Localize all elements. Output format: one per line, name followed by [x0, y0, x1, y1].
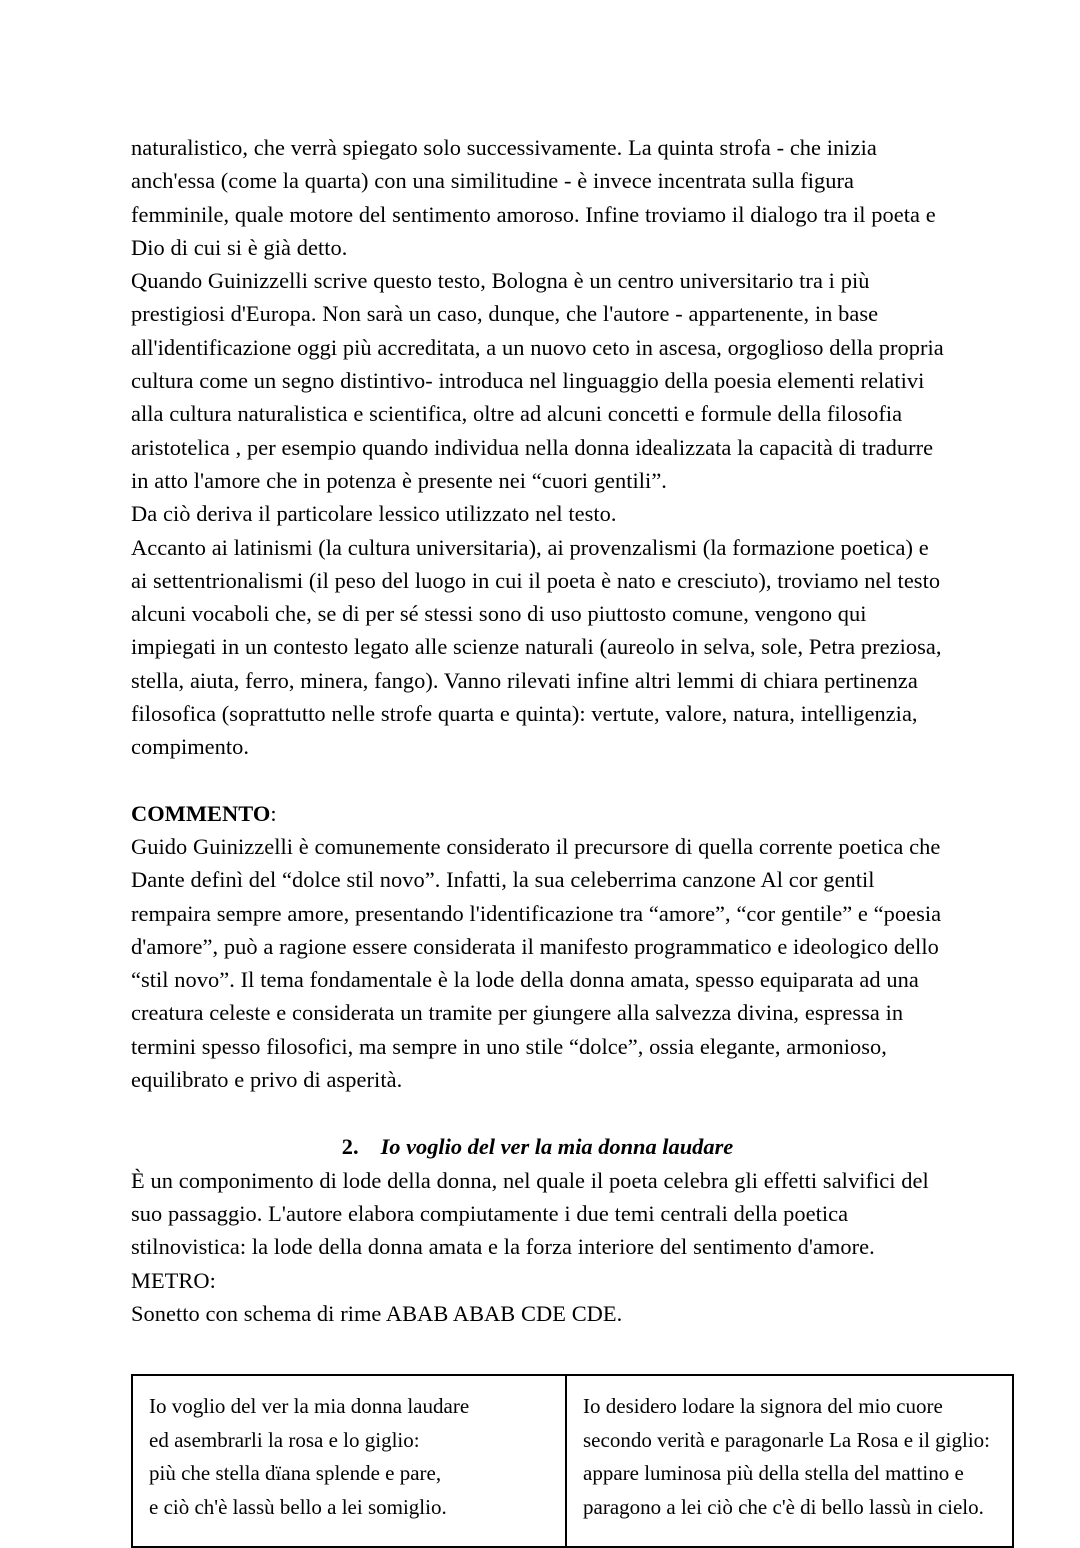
- poem-original-cell: [132, 1375, 566, 1547]
- paragraph-latinismi: Accanto ai latinismi (la cultura universitaria), ai provenzalismi (la formazione poetica) e ai settentrionalismi (il peso del luogo in cui il poeta è nato e cresciuto), troviamo nel testo alcuni vocaboli che, se di per sé stessi sono di uso piuttosto comune, vengono qui impiegati in un contesto legato alle scienze naturali (aureolo in selva, sole, Petra preziosa, stella, aiuta, ferro, minera, fango). Vanno rilevati infine altri lemmi di chiara pertinenza filosofica (soprattutto nelle strofe quarta e quinta): vertute, valore, natura, intelligenzia, compimento.: [131, 534, 942, 760]
- poem-line: ed asembrarli la rosa e lo giglio:: [149, 1427, 420, 1452]
- poem-line: più che stella dïana splende e pare,: [149, 1461, 442, 1486]
- heading-title: Io voglio del ver la mia donna laudare: [380, 1134, 734, 1160]
- commento-label: COMMENTO: [131, 800, 271, 826]
- paragraph-strofa-quinta: naturalistico, che verrà spiegato solo successivamente. La quinta strofa - che inizia anch'essa (come la quarta) con una similitudine - è invece incentrata sulla figura femminile, quale motore del sentimento amoroso. Infine troviamo il dialogo tra il poeta e Dio di cui si è già detto.: [131, 135, 936, 260]
- document-body: [131, 131, 991, 1548]
- paragraph-spacer: [131, 764, 944, 797]
- metro-label: METRO:: [131, 1267, 216, 1293]
- paragraph-intro-componimento: È un componimento di lode della donna, nel quale il poeta celebra gli effetti salvifici del suo passaggio. L'autore elabora compiutamente i due temi centrali della poetica stilnovistica: la lode della donna amata e la forza interiore del sentimento d'amore.: [131, 1167, 929, 1260]
- metro-description: Sonetto con schema di rime ABAB ABAB CDE CDE.: [131, 1300, 623, 1326]
- commento-label-line: [131, 797, 944, 830]
- paragraph-bologna-contesto: Quando Guinizzelli scrive questo testo, Bologna è un centro universitario tra i più prestigiosi d'Europa. Non sarà un caso, dunque, che l'autore - appartenente, in base all'identificazione oggi più accreditata, a un nuovo ceto in ascesa, orgoglioso della propria cultura come un segno distintivo- introduca nel linguaggio della poesia elementi relativi alla cultura naturalistica e scientifica, oltre ad alcuni concetti e formule della filosofia aristotelica , per esempio quando individua nella donna idealizzata la capacità di tradurre in atto l'amore che in potenza è presente nei “cuori gentili”.: [131, 268, 944, 493]
- paragraph-lessico: Da ciò deriva il particolare lessico utilizzato nel testo.: [131, 501, 617, 527]
- poem-line: e ciò ch'è lassù bello a lei somiglio.: [149, 1494, 447, 1519]
- section-heading-2: [131, 1096, 944, 1163]
- poem-paraphrase-cell: [566, 1375, 1013, 1547]
- poem-line: Io voglio del ver la mia donna laudare: [149, 1394, 470, 1419]
- heading-number: 2.: [341, 1134, 359, 1160]
- commento-body: Guido Guinizzelli è comunemente considerato il precursore di quella corrente poetica che Dante definì del “dolce stil novo”. Infatti, la sua celeberrima canzone Al cor gentil rempaira sempre amore, presentando l'identificazione tra “amore”, “cor gentile” e “poesia d'amore”, può a ragione essere considerata il manifesto programmatico e ideologico dello “stil novo”. Il tema fondamentale è la lode della donna amata, spesso equiparata ad una creatura celeste e considerata un tramite per giungere alla salvezza divina, espressa in termini spesso filosofici, ma sempre in uno stile “dolce”, ossia elegante, armonioso, equilibrato e privo di asperità.: [131, 833, 942, 1093]
- table-row: [132, 1375, 1013, 1547]
- poem-comparison-table: [131, 1374, 1014, 1548]
- poem-paraphrase-text: Io desidero lodare la signora del mio cuore secondo verità e paragonarle La Rosa e il giglio: appare luminosa più della stella del mattino e paragono a lei ciò che c'è di bello lassù in cielo.: [583, 1394, 991, 1519]
- commento-label-colon: :: [270, 800, 277, 826]
